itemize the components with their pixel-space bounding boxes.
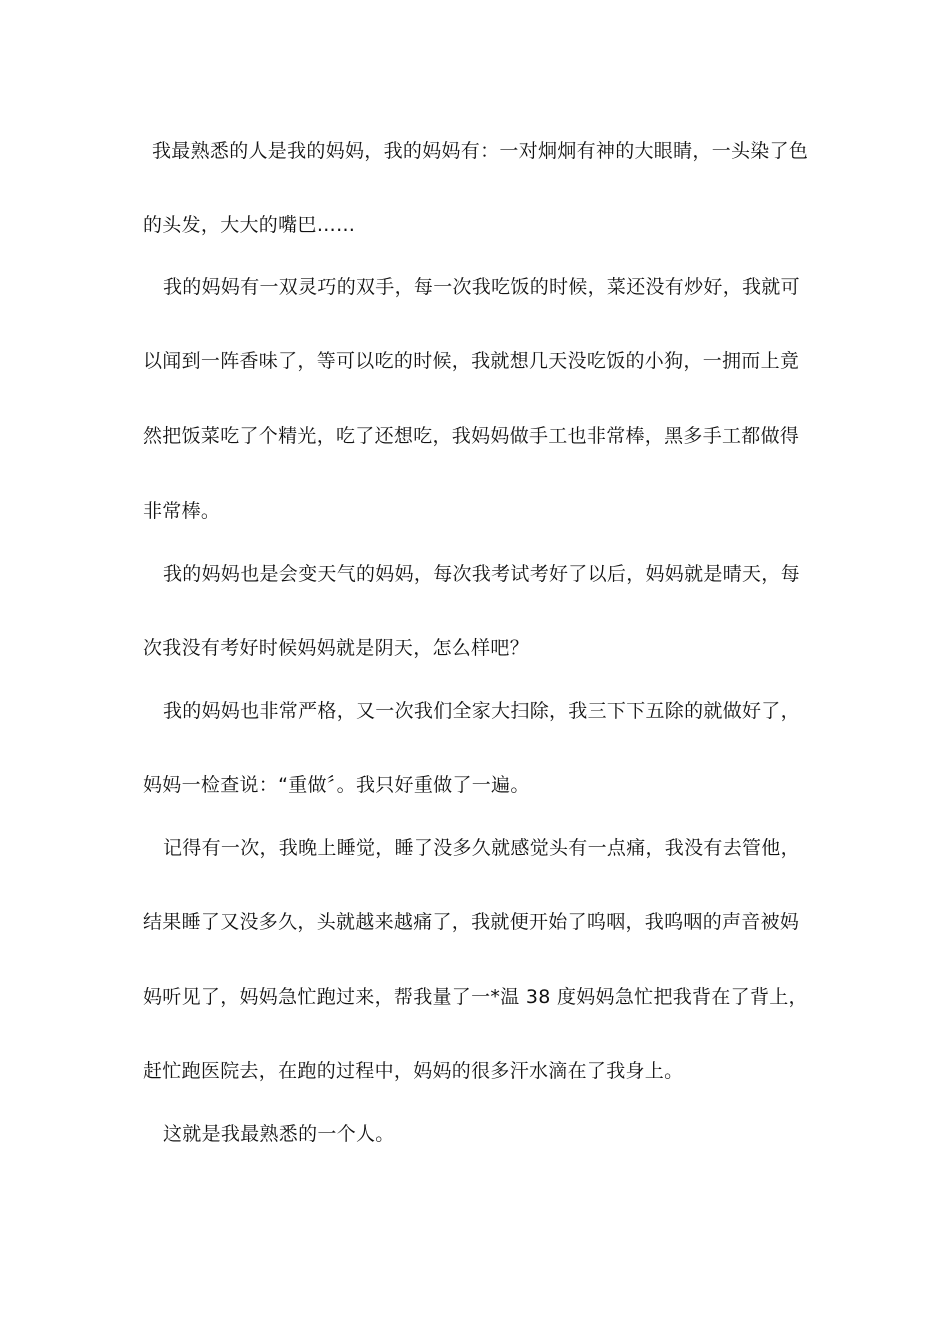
paragraph-5-line-2: 结果睡了又没多久，头就越来越痛了，我就便开始了呜咽，我呜咽的声音被妈: [143, 911, 800, 933]
paragraph-4-line-2: 妈妈一检查说：“重做〞。我只好重做了一遍。: [143, 774, 530, 796]
paragraph-3-line-1: 我的妈妈也是会变天气的妈妈，每次我考试考好了以后，妈妈就是晴天，每: [163, 563, 800, 585]
paragraph-2-line-3: 然把饭菜吃了个精光，吃了还想吃，我妈妈做手工也非常棒，黑多手工都做得: [143, 425, 800, 447]
paragraph-4-line-1: 我的妈妈也非常严格，又一次我们全家大扫除，我三下下五除的就做好了，: [163, 700, 800, 722]
paragraph-3-line-2: 次我没有考好时候妈妈就是阴天，怎么样吧？: [143, 637, 530, 659]
paragraph-6-line-1: 这就是我最熟悉的一个人。: [163, 1123, 395, 1145]
paragraph-2-line-2: 以闻到一阵香味了，等可以吃的时候，我就想几天没吃饭的小狗，一拥而上竟: [143, 350, 800, 372]
paragraph-2-line-1: 我的妈妈有一双灵巧的双手，每一次我吃饭的时候，菜还没有炒好，我就可: [163, 276, 800, 298]
paragraph-1-line-1: 我最熟悉的人是我的妈妈，我的妈妈有：一对炯炯有神的大眼睛，一头染了色: [152, 140, 809, 162]
paragraph-5-line-4: 赶忙跑医院去，在跑的过程中，妈妈的很多汗水滴在了我身上。: [143, 1060, 684, 1082]
paragraph-5-line-1: 记得有一次，我晚上睡觉，睡了没多久就感觉头有一点痛，我没有去管他，: [163, 837, 800, 859]
paragraph-2-line-4: 非常棒。: [143, 500, 221, 522]
paragraph-5-line-3: 妈听见了，妈妈急忙跑过来，帮我量了一*温 38 度妈妈急忙把我背在了背上，: [143, 986, 808, 1008]
paragraph-1-line-2: 的头发，大大的嘴巴……: [143, 214, 356, 236]
